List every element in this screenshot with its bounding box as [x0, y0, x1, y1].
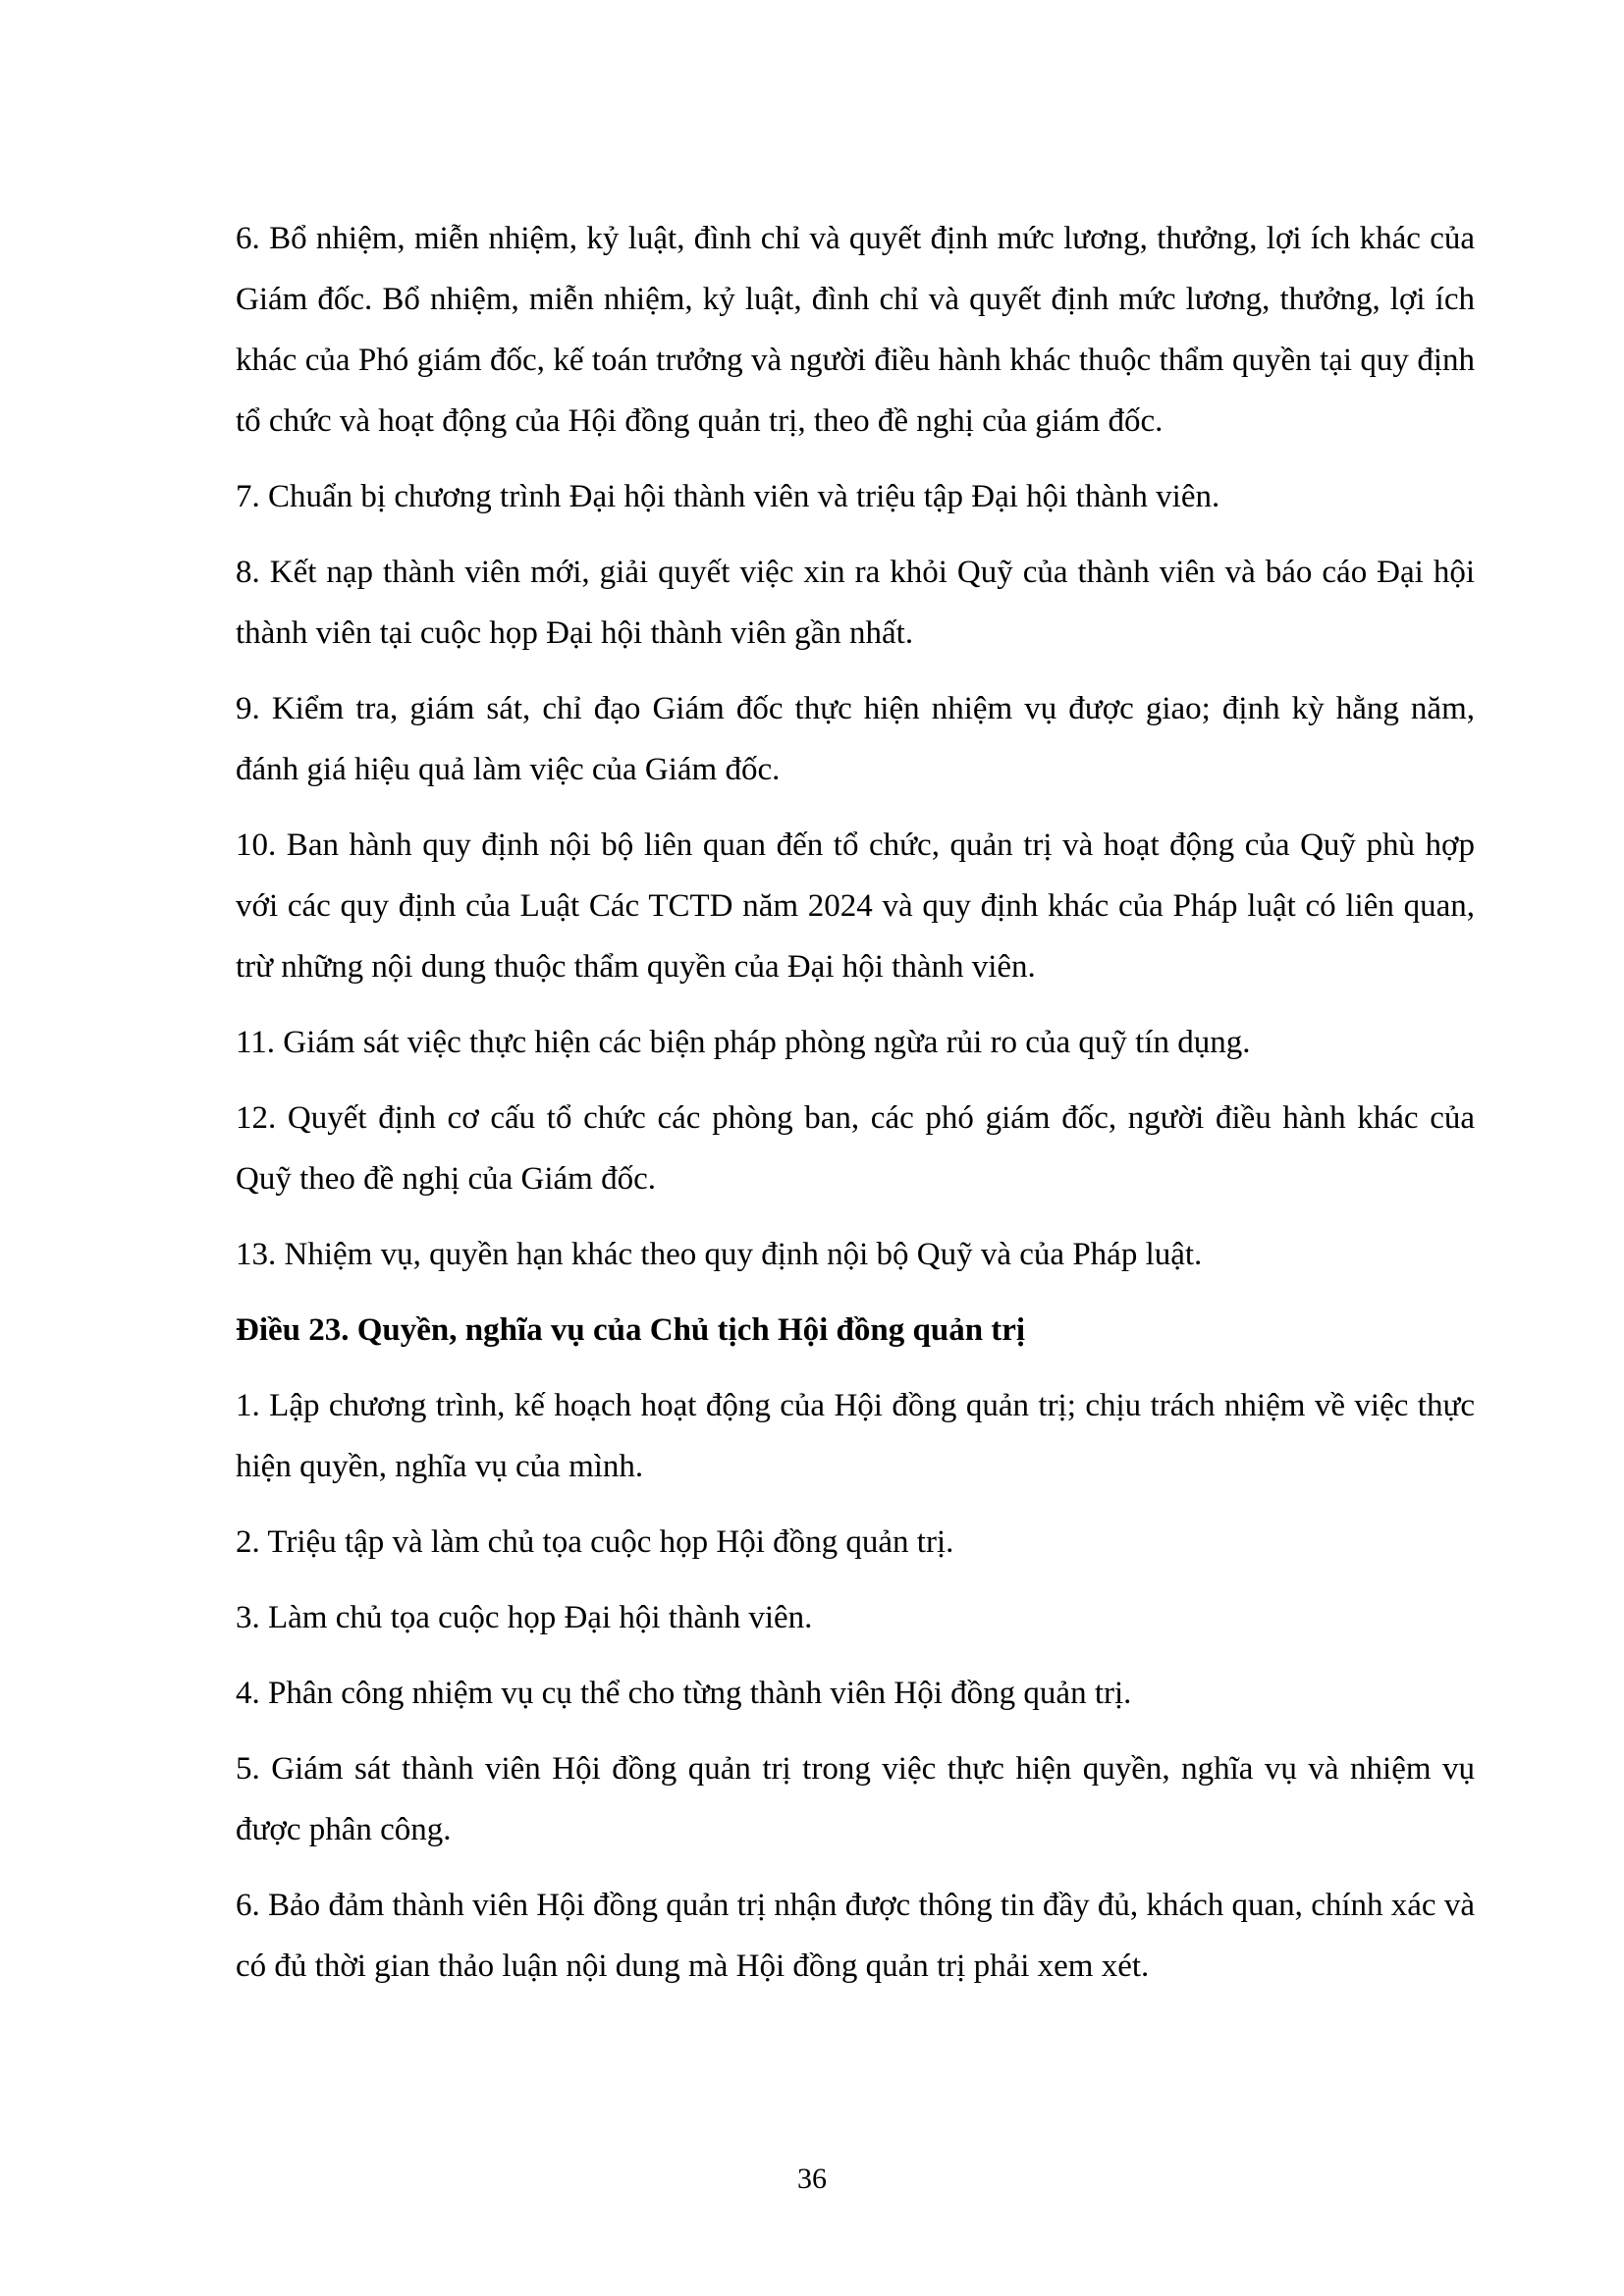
paragraph-item-9-supervise-director: 9. Kiểm tra, giám sát, chỉ đạo Giám đốc thực hiện nhiệm vụ được giao; định kỳ hằng năm, đánh giá hiệu quả làm việc của Giám đốc.: [236, 691, 1475, 787]
chairman-duty-2: 2. Triệu tập và làm chủ tọa cuộc họp Hội đồng quản trị.: [236, 1524, 954, 1560]
chairman-duty-6: 6. Bảo đảm thành viên Hội đồng quản trị nhận được thông tin đầy đủ, khách quan, chính xác và có đủ thời gian thảo luận nội dung mà Hội đồng quản trị phải xem xét.: [236, 1888, 1475, 1984]
document-page: [236, 208, 1475, 2011]
paragraph-item-7-prepare-assembly: 7. Chuẩn bị chương trình Đại hội thành viên và triệu tập Đại hội thành viên.: [236, 479, 1220, 514]
chairman-duty-1: 1. Lập chương trình, kế hoạch hoạt động của Hội đồng quản trị; chịu trách nhiệm về việc thực hiện quyền, nghĩa vụ của mình.: [236, 1388, 1475, 1484]
paragraph-item-13-other-duties: 13. Nhiệm vụ, quyền hạn khác theo quy định nội bộ Quỹ và của Pháp luật.: [236, 1237, 1203, 1272]
paragraph-item-10-internal-regulations: 10. Ban hành quy định nội bộ liên quan đến tổ chức, quản trị và hoạt động của Quỹ phù hợp với các quy định của Luật Các TCTD năm 2024 và quy định khác của Pháp luật có liên quan, trừ những nội dung thuộc thẩm quyền của Đại hội thành viên.: [236, 828, 1475, 985]
paragraph-item-6-board-appointments: 6. Bổ nhiệm, miễn nhiệm, kỷ luật, đình chỉ và quyết định mức lương, thưởng, lợi ích khác của Giám đốc. Bổ nhiệm, miễn nhiệm, kỷ luật, đình chỉ và quyết định mức lương, thưởng, lợi ích khác của Phó giám đốc, kế toán trưởng và người điều hành khác thuộc thẩm quyền tại quy định tổ chức và hoạt động của Hội đồng quản trị, theo đề nghị của giám đốc.: [236, 221, 1475, 439]
article-23-heading: Điều 23. Quyền, nghĩa vụ của Chủ tịch Hội đồng quản trị: [236, 1312, 1026, 1348]
chairman-duty-4: 4. Phân công nhiệm vụ cụ thể cho từng thành viên Hội đồng quản trị.: [236, 1676, 1132, 1711]
paragraph-item-12-organization-structure: 12. Quyết định cơ cấu tổ chức các phòng ban, các phó giám đốc, người điều hành khác của Quỹ theo đề nghị của Giám đốc.: [236, 1100, 1475, 1197]
paragraph-item-11-risk-supervision: 11. Giám sát việc thực hiện các biện pháp phòng ngừa rủi ro của quỹ tín dụng.: [236, 1025, 1251, 1060]
chairman-duty-5: 5. Giám sát thành viên Hội đồng quản trị trong việc thực hiện quyền, nghĩa vụ và nhiệm vụ được phân công.: [236, 1751, 1475, 1847]
paragraph-item-8-admit-members: 8. Kết nạp thành viên mới, giải quyết việc xin ra khỏi Quỹ của thành viên và báo cáo Đại hội thành viên tại cuộc họp Đại hội thành viên gần nhất.: [236, 555, 1475, 651]
chairman-duty-3: 3. Làm chủ tọa cuộc họp Đại hội thành viên.: [236, 1600, 813, 1635]
page-number: 36: [797, 2163, 827, 2195]
